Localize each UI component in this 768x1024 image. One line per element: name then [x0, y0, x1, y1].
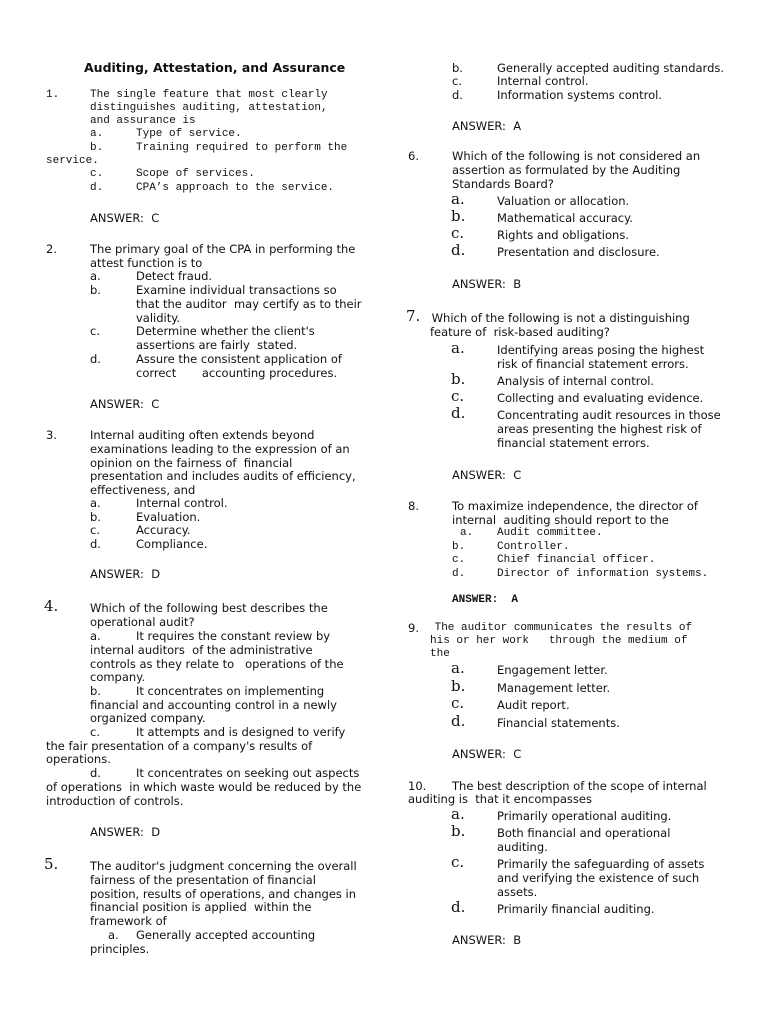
- question-2-option-c-letter: c.: [90, 324, 100, 338]
- question-7-option-d-letter: d.: [451, 404, 466, 422]
- question-7-answer: ANSWER: C: [452, 468, 522, 482]
- question-9-answer: ANSWER: C: [452, 747, 522, 761]
- question-10-option-a-letter: a.: [451, 805, 465, 823]
- question-6-option-b-text: Mathematical accuracy.: [497, 211, 633, 225]
- question-5-stem-line: financial position is applied within the: [90, 900, 312, 914]
- question-10-option-c-text: and verifying the existence of such: [497, 871, 700, 885]
- question-1-option-c-letter: c.: [90, 168, 104, 180]
- question-2-option-b-text: Examine individual transactions so: [136, 283, 337, 297]
- question-8-option-d-text: Director of information systems.: [497, 568, 709, 580]
- question-9-stem-line: his or her work through the medium of: [430, 635, 688, 647]
- question-2-option-a-letter: a.: [90, 269, 101, 283]
- question-7-option-a-letter: a.: [451, 339, 465, 357]
- question-1-option-b-text: service.: [46, 155, 99, 167]
- question-1-option-a-letter: a.: [90, 128, 104, 140]
- question-5-option-c-letter: c.: [452, 74, 462, 88]
- question-6-answer: ANSWER: B: [452, 277, 522, 291]
- question-5-stem-line: fairness of the presentation of financial: [90, 873, 316, 887]
- question-10-option-c-text: assets.: [497, 885, 538, 899]
- question-7-option-d-text: financial statement errors.: [497, 436, 650, 450]
- question-2-option-d-text: Assure the consistent application of: [136, 352, 342, 366]
- question-4-option-d-text: It concentrates on seeking out aspects: [136, 766, 360, 780]
- question-10-option-c-text: Primarily the safeguarding of assets: [497, 857, 705, 871]
- question-4-option-d-text: introduction of controls.: [46, 794, 184, 808]
- question-4-option-d-text: of operations in which waste would be reduced by the: [46, 780, 362, 794]
- question-5-option-a-text: Generally accepted accounting: [136, 928, 316, 942]
- question-10-stem-line: auditing is that it encompasses: [408, 792, 592, 806]
- question-4-option-a-text: It requires the constant review by: [136, 629, 331, 643]
- question-4-option-b-letter: b.: [90, 684, 101, 698]
- question-6-option-b-letter: b.: [451, 207, 466, 225]
- question-8-option-d-letter: d.: [452, 568, 466, 580]
- question-4-option-a-text: company.: [90, 670, 146, 684]
- question-10-option-d-letter: d.: [451, 898, 466, 916]
- question-4-option-b-text: organized company.: [90, 711, 206, 725]
- question-8-option-c-letter: c.: [452, 554, 466, 566]
- question-7-option-d-text: Concentrating audit resources in those: [497, 408, 721, 422]
- question-3-option-b-letter: b.: [90, 510, 101, 524]
- question-1-option-d-letter: d.: [90, 182, 104, 194]
- question-3-option-d-text: Compliance.: [136, 537, 208, 551]
- question-2-option-a-text: Detect fraud.: [136, 269, 213, 283]
- question-8-option-b-letter: b.: [452, 541, 466, 553]
- question-5-answer: ANSWER: A: [452, 119, 522, 133]
- question-1-option-a-text: Type of service.: [136, 128, 242, 140]
- question-3-stem-line: opinion on the fairness of financial: [90, 456, 293, 470]
- question-5-option-b-letter: b.: [452, 61, 463, 75]
- question-6-stem-line: assertion as formulated by the Auditing: [452, 163, 681, 177]
- question-3-option-a-text: Internal control.: [136, 496, 228, 510]
- question-3-option-d-letter: d.: [90, 537, 101, 551]
- question-8-option-a-text: Audit committee.: [497, 527, 603, 539]
- question-3-option-b-text: Evaluation.: [136, 510, 201, 524]
- question-2-option-c-text: assertions are fairly stated.: [136, 338, 298, 352]
- question-5-number: 5.: [44, 855, 59, 873]
- question-4-answer: ANSWER: D: [90, 825, 161, 839]
- question-7-option-c-text: Collecting and evaluating evidence.: [497, 391, 704, 405]
- question-5-option-a-text: principles.: [90, 942, 150, 956]
- question-1-option-b-text: Training required to perform the: [136, 142, 348, 154]
- question-5-stem-line: framework of: [90, 914, 167, 928]
- page-title: Auditing, Attestation, and Assurance: [84, 60, 346, 75]
- question-5-stem-line: The auditor's judgment concerning the overall: [90, 859, 357, 873]
- question-6-option-a-text: Valuation or allocation.: [497, 194, 630, 208]
- question-5-option-d-letter: d.: [452, 88, 463, 102]
- question-7-option-c-letter: c.: [451, 387, 465, 405]
- question-3-answer: ANSWER: D: [90, 567, 161, 581]
- question-9-option-a-letter: a.: [451, 659, 465, 677]
- question-2-option-b-text: that the auditor may certify as to their: [136, 297, 362, 311]
- question-7-stem-line: feature of risk-based auditing?: [430, 325, 610, 339]
- question-7-option-d-text: areas presenting the highest risk of: [497, 422, 702, 436]
- question-5-stem-line: position, results of operations, and changes in: [90, 887, 357, 901]
- question-6-stem-line: Which of the following is not considered an: [452, 149, 701, 163]
- question-4-stem-line: operational audit?: [90, 615, 195, 629]
- question-2-answer: ANSWER: C: [90, 397, 160, 411]
- question-9-number: 9.: [408, 621, 419, 635]
- question-1-stem-line: The single feature that most clearly: [90, 89, 328, 101]
- question-2-option-d-text: correct accounting procedures.: [136, 366, 338, 380]
- question-8-option-c-text: Chief financial officer.: [497, 554, 656, 566]
- question-9-option-c-text: Audit report.: [497, 698, 570, 712]
- question-1-answer: ANSWER: C: [90, 211, 160, 225]
- question-9-option-b-letter: b.: [451, 677, 466, 695]
- question-1-option-b-letter: b.: [90, 142, 104, 154]
- question-3-stem-line: effectiveness, and: [90, 483, 196, 497]
- question-7-option-a-text: risk of financial statement errors.: [497, 357, 689, 371]
- question-3-option-c-text: Accuracy.: [136, 523, 191, 537]
- question-10-option-a-text: Primarily operational auditing.: [497, 809, 672, 823]
- question-1-stem-line: and assurance is: [90, 115, 196, 127]
- question-10-option-d-text: Primarily financial auditing.: [497, 902, 655, 916]
- question-1-number: 1.: [46, 89, 60, 101]
- question-9-option-d-letter: d.: [451, 712, 466, 730]
- question-4-option-b-text: financial and accounting control in a newly: [90, 698, 337, 712]
- question-10-option-c-letter: c.: [451, 853, 465, 871]
- question-1-stem-line: distinguishes auditing, attestation,: [90, 102, 328, 114]
- question-9-option-c-letter: c.: [451, 694, 465, 712]
- question-7-option-b-letter: b.: [451, 370, 466, 388]
- question-5-option-d-text: Information systems control.: [497, 88, 662, 102]
- question-5-option-c-text: Internal control.: [497, 74, 589, 88]
- question-6-stem-line: Standards Board?: [452, 177, 554, 191]
- question-4-option-a-letter: a.: [90, 629, 101, 643]
- question-4-option-b-text: It concentrates on implementing: [136, 684, 325, 698]
- question-1-option-c-text: Scope of services.: [136, 168, 255, 180]
- question-8-option-b-text: Controller.: [497, 541, 570, 553]
- question-2-number: 2.: [46, 242, 57, 256]
- question-9-stem-line: the: [430, 648, 450, 660]
- question-4-number: 4.: [44, 597, 59, 615]
- question-1-option-d-text: CPA’s approach to the service.: [136, 182, 335, 194]
- question-4-option-c-letter: c.: [90, 725, 100, 739]
- question-4-option-c-text: operations.: [46, 752, 111, 766]
- question-8-option-a-letter: a.: [460, 527, 474, 539]
- question-7-option-a-text: Identifying areas posing the highest: [497, 343, 705, 357]
- question-9-option-b-text: Management letter.: [497, 681, 611, 695]
- question-9-option-a-text: Engagement letter.: [497, 663, 608, 677]
- question-10-option-b-text: auditing.: [497, 840, 548, 854]
- question-10-option-b-text: Both financial and operational: [497, 826, 671, 840]
- question-10-option-b-letter: b.: [451, 822, 466, 840]
- question-6-option-c-letter: c.: [451, 224, 465, 242]
- question-2-stem-line: The primary goal of the CPA in performing the: [90, 242, 356, 256]
- question-5-option-a-letter: a.: [108, 928, 119, 942]
- question-6-number: 6.: [408, 149, 419, 163]
- question-4-option-a-text: internal auditors of the administrative: [90, 643, 313, 657]
- question-8-stem-line: To maximize independence, the director of: [452, 499, 698, 513]
- question-3-stem-line: Internal auditing often extends beyond: [90, 428, 315, 442]
- question-8-answer: ANSWER: A: [452, 594, 519, 606]
- question-4-option-a-text: controls as they relate to operations of the: [90, 657, 344, 671]
- question-6-option-d-text: Presentation and disclosure.: [497, 245, 660, 259]
- question-2-option-d-letter: d.: [90, 352, 101, 366]
- question-3-option-c-letter: c.: [90, 523, 100, 537]
- question-3-number: 3.: [46, 428, 57, 442]
- question-7-number: 7.: [406, 307, 421, 325]
- question-3-stem-line: examinations leading to the expression of an: [90, 442, 350, 456]
- question-4-stem-line: Which of the following best describes the: [90, 601, 328, 615]
- question-2-option-c-text: Determine whether the client's: [136, 324, 315, 338]
- question-2-option-b-letter: b.: [90, 283, 101, 297]
- question-10-number: 10.: [408, 779, 427, 793]
- question-8-number: 8.: [408, 499, 419, 513]
- question-10-answer: ANSWER: B: [452, 933, 522, 947]
- question-3-stem-line: presentation and includes audits of efficiency,: [90, 469, 356, 483]
- question-2-option-b-text: validity.: [136, 311, 181, 325]
- question-9-stem-line: The auditor communicates the results of: [428, 622, 693, 634]
- question-4-option-c-text: It attempts and is designed to verify: [136, 725, 346, 739]
- question-4-option-d-letter: d.: [90, 766, 101, 780]
- question-5-option-b-text: Generally accepted auditing standards.: [497, 61, 725, 75]
- question-6-option-d-letter: d.: [451, 241, 466, 259]
- question-7-stem-line: Which of the following is not a distinguishing: [428, 311, 690, 325]
- question-9-option-d-text: Financial statements.: [497, 716, 620, 730]
- question-4-option-c-text: the fair presentation of a company's results of: [46, 739, 313, 753]
- question-6-option-a-letter: a.: [451, 190, 465, 208]
- question-3-option-a-letter: a.: [90, 496, 101, 510]
- question-2-stem-line: attest function is to: [90, 256, 203, 270]
- question-6-option-c-text: Rights and obligations.: [497, 228, 629, 242]
- question-10-stem-line: The best description of the scope of internal: [452, 779, 707, 793]
- question-7-option-b-text: Analysis of internal control.: [497, 374, 655, 388]
- question-8-stem-line: internal auditing should report to the: [452, 513, 669, 527]
